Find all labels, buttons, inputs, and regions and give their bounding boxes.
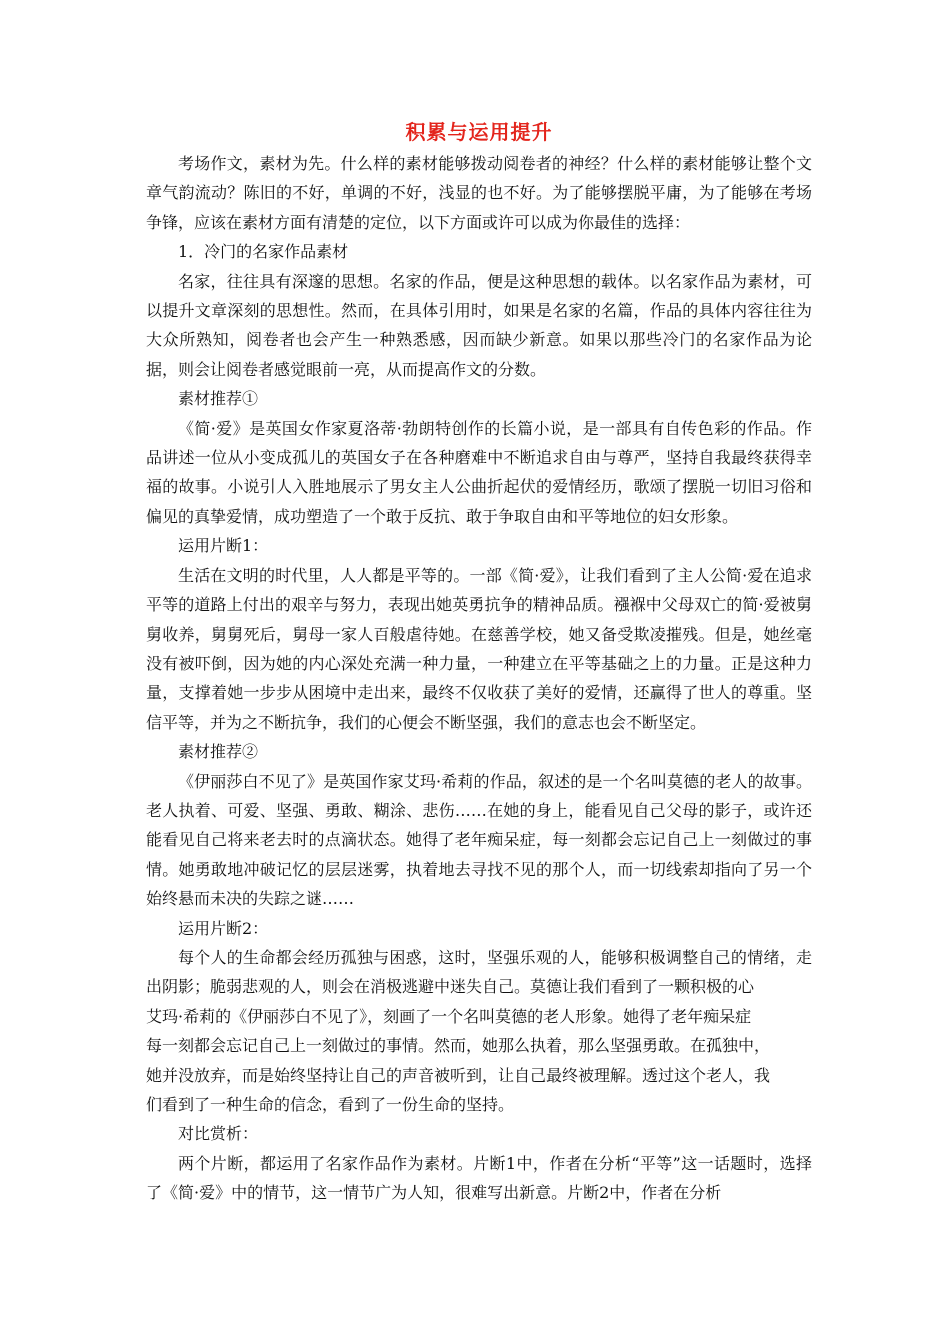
- section-heading-cold-works: 1．冷门的名家作品素材: [178, 242, 349, 262]
- comparison-paragraph: 两个片断，都运用了名家作品作为素材。片断1中，作者在分析“平等”这一话题时，选择了《简·爱》中的情节，这一情节广为人知，很难写出新意。片断2中，作者在分析: [146, 1153, 812, 1203]
- document-page: [146, 118, 812, 1208]
- usage-paragraph-2: 每个人的生命都会经历孤独与困惑，这时，坚强乐观的人，能够积极调整自己的情绪，走出阴影；脆弱悲观的人，则会在消极逃避中迷失自己。莫德让我们看到了一颗积极的心: [146, 947, 812, 997]
- intro-paragraph: 考场作文，素材为先。什么样的素材能够拨动阅卷者的神经？什么样的素材能够让整个文章气韵流动？陈旧的不好，单调的不好，浅显的也不好。为了能够摆脱平庸，为了能够在考场争锋，应该在素材方面有清楚的定位，以下方面或许可以成为你最佳的选择：: [146, 154, 812, 232]
- document-title: 积累与运用提升: [405, 120, 553, 144]
- section-paragraph: 名家，往往具有深邃的思想。名家的作品，便是这种思想的载体。以名家作品为素材，可以提升文章深刻的思想性。然而，在具体引用时，如果是名家的名篇，作品的具体内容往往为大众所熟知，阅卷者也会产生一种熟悉感，因而缺少新意。如果以那些冷门的名家作品为论据，则会让阅卷者感觉眼前一亮，从而提高作文的分数。: [146, 271, 812, 379]
- material-heading-1: 素材推荐①: [178, 389, 259, 409]
- usage-paragraph-2-line: 们看到了一种生命的信念，看到了一份生命的坚持。: [146, 1095, 515, 1114]
- usage-paragraph-2-line: 艾玛·希莉的《伊丽莎白不见了》，刻画了一个名叫莫德的老人形象。她得了老年痴呆症: [146, 1006, 752, 1026]
- material-heading-2: 素材推荐②: [178, 742, 259, 762]
- material-paragraph-2: 《伊丽莎白不见了》是英国作家艾玛·希莉的作品，叙述的是一个名叫莫德的老人的故事。老人执着、可爱、坚强、勇敢、糊涂、悲伤……在她的身上，能看见自己父母的影子，或许还能看见自己将来老去时的点滴状态。她得了老年痴呆症，每一刻都会忘记自己上一刻做过的事情。她勇敢地冲破记忆的层层迷雾，执着地去寻找不见的那个人，而一切线索却指向了另一个始终悬而未决的失踪之谜……: [146, 771, 812, 909]
- usage-paragraph-2-line: 她并没放弃，而是始终坚持让自己的声音被听到，让自己最终被理解。透过这个老人，我: [146, 1065, 771, 1085]
- comparison-heading: 对比赏析：: [178, 1124, 259, 1144]
- material-paragraph-1: 《简·爱》是英国女作家夏洛蒂·勃朗特创作的长篇小说，是一部具有自传色彩的作品。作品讲述一位从小变成孤儿的英国女子在各种磨难中不断追求自由与尊严，坚持自我最终获得幸福的故事。小说引人入胜地展示了男女主人公曲折起伏的爱情经历，歌颂了摆脱一切旧习俗和偏见的真挚爱情，成功塑造了一个敢于反抗、敢于争取自由和平等地位的妇女形象。: [146, 418, 812, 526]
- usage-heading-1: 运用片断1：: [178, 536, 269, 556]
- usage-heading-2: 运用片断2：: [178, 918, 269, 938]
- usage-paragraph-1: 生活在文明的时代里，人人都是平等的。一部《简·爱》，让我们看到了主人公简·爱在追求平等的道路上付出的艰辛与努力，表现出她英勇抗争的精神品质。襁褓中父母双亡的简·爱被舅舅收养，舅舅死后，舅母一家人百般虐待她。在慈善学校，她又备受欺凌摧残。但是，她丝毫没有被吓倒，因为她的内心深处充满一种力量，一种建立在平等基础之上的力量。正是这种力量，支撑着她一步步从困境中走出来，最终不仅收获了美好的爱情，还赢得了世人的尊重。坚信平等，并为之不断抗争，我们的心便会不断坚强，我们的意志也会不断坚定。: [146, 565, 812, 732]
- usage-paragraph-2-line: 每一刻都会忘记自己上一刻做过的事情。然而，她那么执着，那么坚强勇敢。在孤独中，: [146, 1036, 771, 1056]
